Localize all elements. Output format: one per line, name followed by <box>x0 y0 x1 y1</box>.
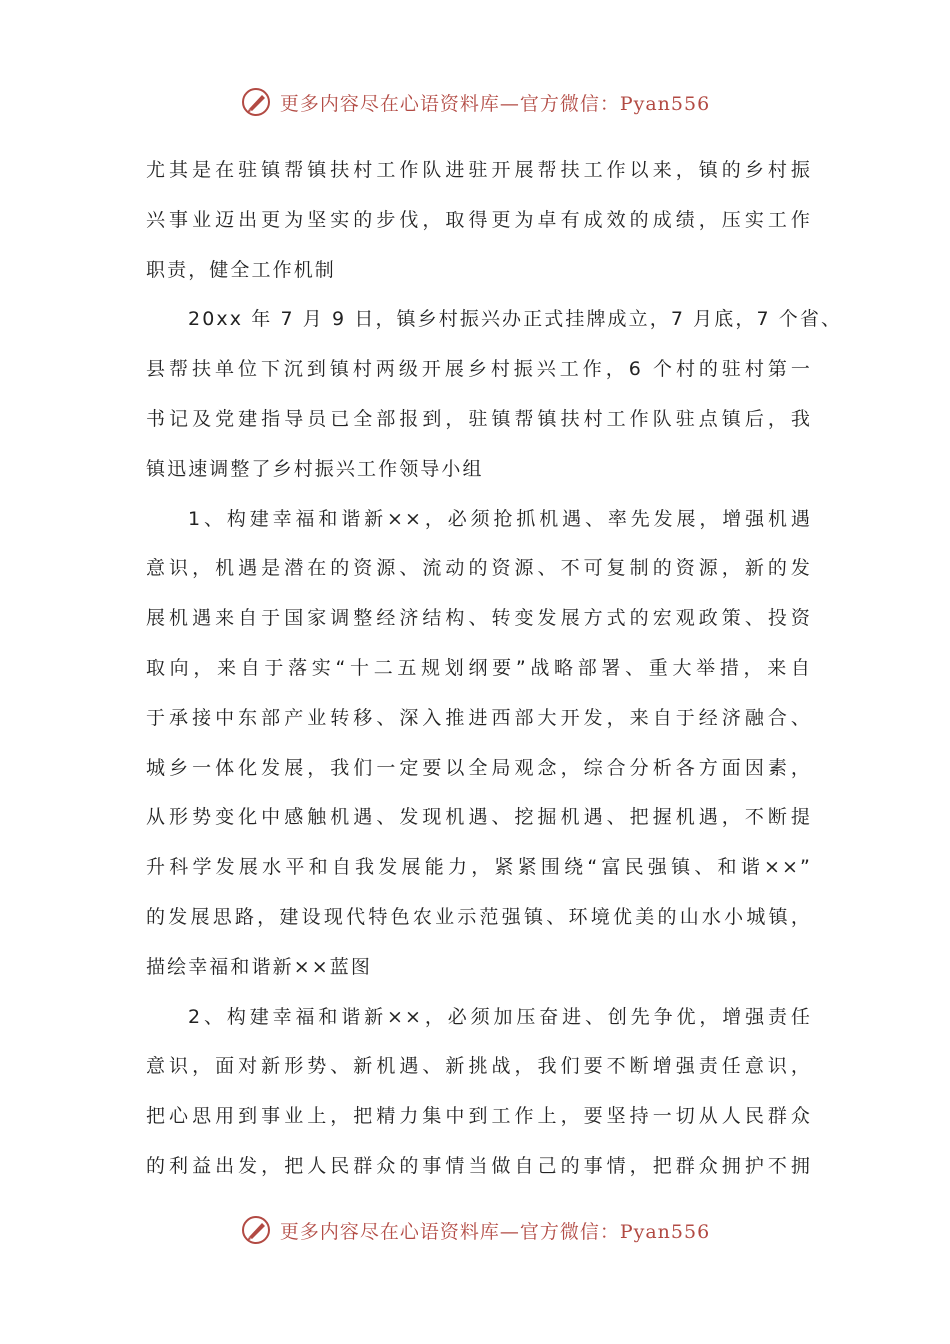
text-line: 兴事业迈出更为坚实的步伐，取得更为卓有成效的成绩，压实工作 <box>146 208 812 231</box>
text-line: 镇迅速调整了乡村振兴工作领导小组 <box>146 457 484 480</box>
footer-banner <box>0 1210 950 1250</box>
header-banner-text: 更多内容尽在心语资料库—官方微信：Pyan556 <box>279 92 711 115</box>
text-line: 展机遇来自于国家调整经济结构、转变发展方式的宏观政策、投资 <box>146 607 812 630</box>
text-line: 2、构建幸福和谐新××，必须加压奋进、创先争优，增强责任 <box>188 1005 812 1028</box>
text-line: 的利益出发，把人民群众的事情当做自己的事情，把群众拥护不拥 <box>146 1154 812 1177</box>
text-line: 职责，健全工作机制 <box>146 258 336 281</box>
text-line: 20xx 年 7 月 9 日，镇乡村振兴办正式挂牌成立，7 月底，7 个省、 <box>188 308 843 331</box>
text-line: 城乡一体化发展，我们一定要以全局观念，综合分析各方面因素， <box>146 756 812 779</box>
document-body <box>146 146 843 1192</box>
text-line: 县帮扶单位下沉到镇村两级开展乡村振兴工作，6 个村的驻村第一 <box>146 358 812 381</box>
text-line: 书记及党建指导员已全部报到，驻镇帮镇扶村工作队驻点镇后，我 <box>146 407 812 430</box>
header-banner <box>0 82 950 122</box>
text-line: 于承接中东部产业转移、深入推进西部大开发，来自于经济融合、 <box>146 706 812 729</box>
text-line: 1、构建幸福和谐新××，必须抢抓机遇、率先发展，增强机遇 <box>188 507 812 530</box>
text-line: 意识，面对新形势、新机遇、新挑战，我们要不断增强责任意识， <box>146 1055 812 1078</box>
pen-logo-icon <box>240 1214 272 1246</box>
text-line: 从形势变化中感触机遇、发现机遇、挖掘机遇、把握机遇，不断提 <box>146 806 812 829</box>
footer-banner-text: 更多内容尽在心语资料库—官方微信：Pyan556 <box>279 1220 711 1243</box>
text-line: 升科学发展水平和自我发展能力，紧紧围绕“富民强镇、和谐××” <box>146 856 812 879</box>
pen-logo-icon <box>240 86 272 118</box>
text-line: 的发展思路，建设现代特色农业示范强镇、环境优美的山水小城镇， <box>146 905 812 928</box>
text-line: 尤其是在驻镇帮镇扶村工作队进驻开展帮扶工作以来，镇的乡村振 <box>146 159 812 181</box>
text-line: 把心思用到事业上，把精力集中到工作上，要坚持一切从人民群众 <box>146 1105 812 1128</box>
text-line: 描绘幸福和谐新××蓝图 <box>146 955 372 978</box>
text-line: 取向，来自于落实“十二五规划纲要”战略部署、重大举措，来自 <box>146 656 812 679</box>
text-line: 意识，机遇是潜在的资源、流动的资源、不可复制的资源，新的发 <box>146 557 812 580</box>
